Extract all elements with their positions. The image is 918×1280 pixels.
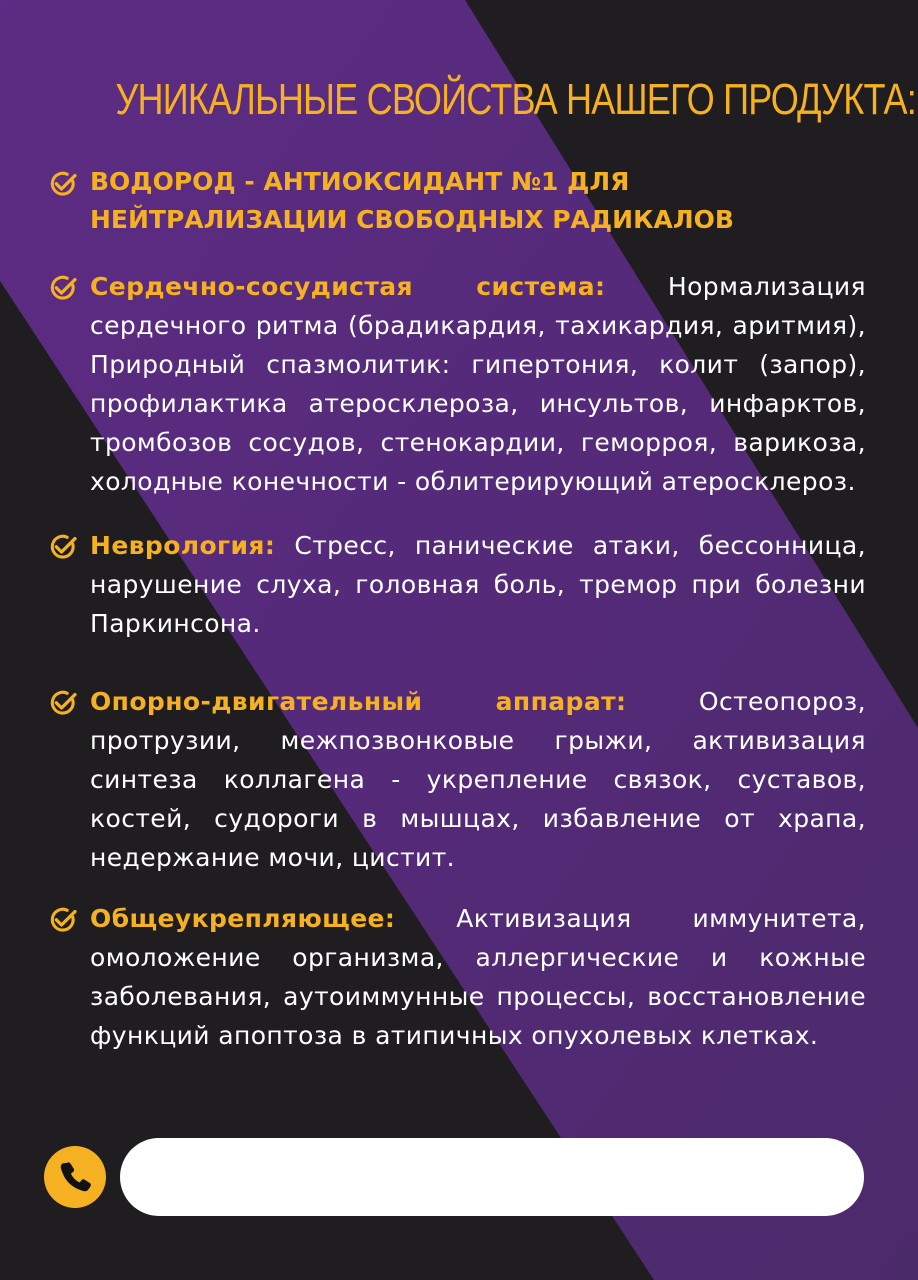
check-circle-icon — [48, 905, 78, 935]
neurology-label: Неврология: — [90, 531, 276, 560]
list-item-neurology — [48, 526, 868, 682]
check-circle-icon — [48, 688, 78, 718]
cardiovascular-description: Нормализация сердечного ритма (брадикардия, тахикардия, аритмия), Природный спазмолитик: гипертония, колит (запор), профилактика атеросклероза, инсультов, инфарктов, тромбозов сосудов, стенокардии, геморроя, варикоза, холодные конечности - облитерирующий атеросклероз. — [90, 272, 866, 496]
musculoskeletal-description: Остеопороз, протрузии, межпозвонковые грыжи, активизация синтеза коллагена - укрепление связок, суставов, костей, судороги в мышцах, избавление от храпа, недержание мочи, цистит. — [90, 687, 866, 872]
check-circle-icon — [48, 532, 78, 562]
musculoskeletal-text — [90, 682, 866, 877]
list-item-musculoskeletal — [48, 682, 868, 899]
contact-area — [44, 1138, 866, 1216]
contact-field[interactable] — [120, 1138, 864, 1216]
list-item-hydrogen — [48, 163, 868, 267]
general-strengthening-description: Активизация иммунитета, омоложение организма, аллергические и кожные заболевания, аутоиммунные процессы, восстановление функций апоптоза в атипичных опухолевых клетках. — [90, 904, 866, 1050]
general-strengthening-text — [90, 899, 866, 1055]
cardiovascular-label: Сердечно-сосудистая система: — [90, 272, 606, 301]
hydrogen-headline: ВОДОРОД - АНТИОКСИДАНТ №1 ДЛЯ НЕЙТРАЛИЗАЦИИ СВОБОДНЫХ РАДИКАЛОВ — [90, 167, 734, 234]
neurology-text — [90, 526, 866, 643]
list-item-cardiovascular — [48, 267, 868, 526]
check-circle-icon — [48, 273, 78, 303]
check-circle-icon — [48, 169, 78, 199]
phone-icon[interactable] — [44, 1146, 106, 1208]
page-title: УНИКАЛЬНЫЕ СВОЙСТВА НАШЕГО ПРОДУКТА: — [115, 75, 916, 124]
neurology-description: Стресс, панические атаки, бессонница, нарушение слуха, головная боль, тремор при болезни Паркинсона. — [90, 531, 866, 638]
general-strengthening-label: Общеукрепляющее: — [90, 904, 396, 933]
musculoskeletal-label: Опорно-двигательный аппарат: — [90, 687, 627, 716]
list-item-general-strengthening — [48, 899, 868, 1059]
properties-list — [48, 163, 868, 1059]
cardiovascular-text — [90, 267, 866, 501]
